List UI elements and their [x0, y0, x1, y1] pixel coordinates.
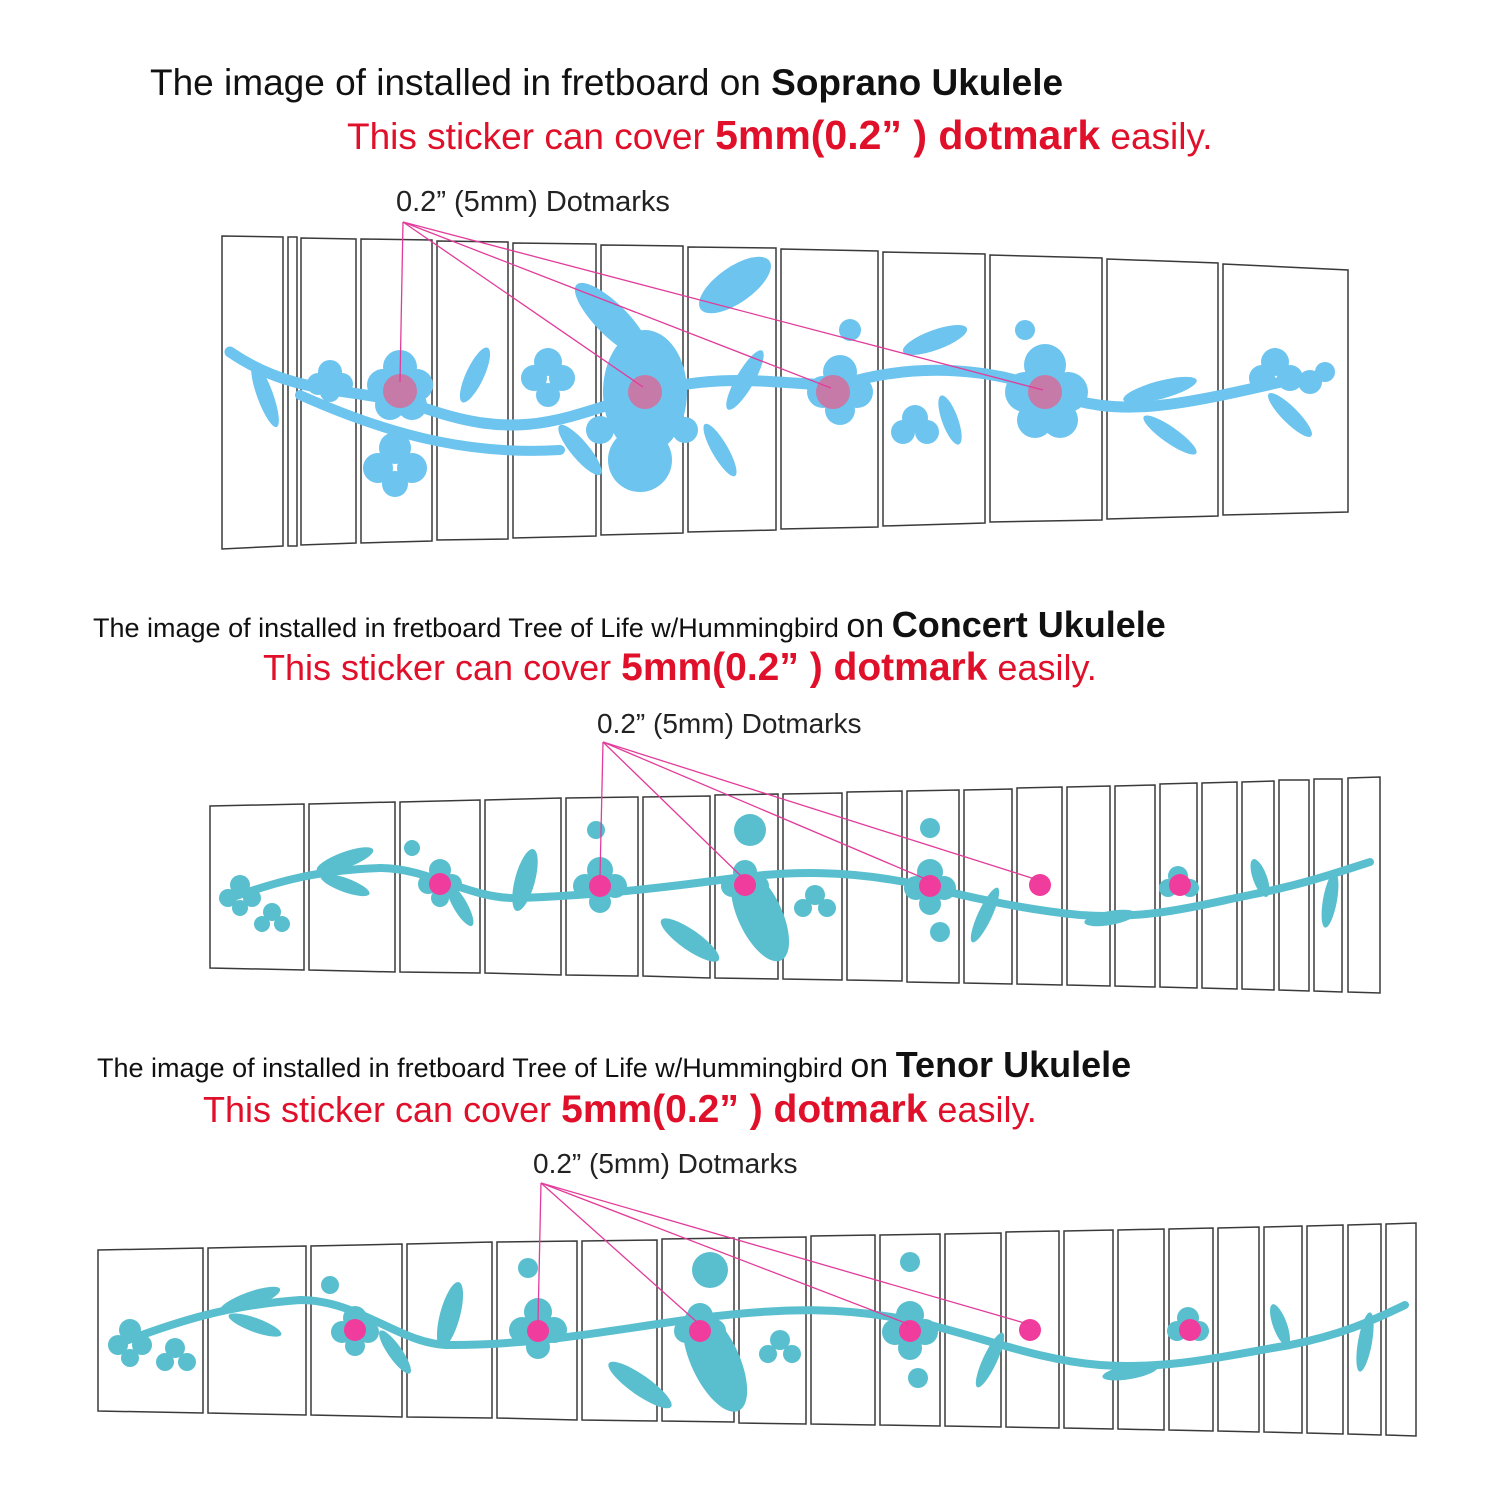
tenor-fretboard: [0, 1180, 1500, 1500]
soprano-title-prefix: The image of installed in fretboard on: [150, 62, 761, 103]
dotmark: [344, 1319, 366, 1341]
dotmark: [1029, 874, 1051, 896]
fret-cell: [1386, 1223, 1416, 1436]
dotmark: [899, 1320, 921, 1342]
fret-cell: [964, 789, 1012, 984]
concert-note-prefix: This sticker can cover: [263, 647, 612, 688]
tenor-fret-cells: [98, 1223, 1416, 1436]
concert-dotmark-callout: 0.2” (5mm) Dotmarks: [597, 708, 862, 739]
tenor-title: [97, 1044, 1131, 1086]
concert-note-bold: 5mm(0.2” ) dotmark: [621, 646, 988, 689]
fret-cell: [847, 791, 902, 981]
fret-cell: [1115, 785, 1155, 987]
dotmark: [919, 875, 941, 897]
fret-cell: [739, 1237, 806, 1424]
concert-title: [93, 604, 1166, 646]
dotmark: [734, 874, 756, 896]
dotmark: [816, 375, 850, 409]
dotmark: [1169, 874, 1191, 896]
tenor-title-prefix: The image of installed in fretboard Tree of Life w/Hummingbird: [97, 1053, 843, 1083]
fret-cell: [222, 236, 283, 549]
fret-cell: [1118, 1229, 1164, 1430]
fret-cell: [1202, 782, 1237, 989]
fret-cell: [883, 252, 985, 526]
tenor-dotmark-callout: 0.2” (5mm) Dotmarks: [533, 1148, 798, 1179]
concert-note-suffix: easily.: [997, 647, 1097, 688]
concert-title-model: Concert Ukulele: [891, 604, 1166, 645]
soprano-dotmark-callout: 0.2” (5mm) Dotmarks: [396, 186, 670, 218]
fret-cell: [1064, 1230, 1113, 1429]
concert-fretboard: [0, 700, 1500, 1020]
soprano-title-model: Soprano Ukulele: [771, 62, 1064, 103]
concert-fret-cells: [210, 777, 1380, 993]
soprano-fretboard: [0, 0, 1500, 600]
tenor-note-bold: 5mm(0.2” ) dotmark: [561, 1088, 928, 1131]
soprano-note-prefix: This sticker can cover: [347, 116, 705, 157]
soprano-note-bold: 5mm(0.2” ) dotmark: [715, 112, 1101, 158]
fret-cell: [1067, 786, 1110, 986]
soprano-note-suffix: easily.: [1110, 116, 1213, 157]
tenor-title-model: Tenor Ukulele: [895, 1044, 1132, 1085]
tenor-note: [203, 1088, 1037, 1132]
dotmark: [1179, 1319, 1201, 1341]
concert-note: [263, 646, 1097, 690]
fret-cell: [1218, 1227, 1259, 1432]
tenor-note-suffix: easily.: [937, 1089, 1037, 1130]
dotmark: [429, 873, 451, 895]
fret-cell: [288, 237, 297, 546]
concert-title-prefix: The image of installed in fretboard Tree of Life w/Hummingbird: [93, 613, 839, 643]
tenor-note-prefix: This sticker can cover: [203, 1089, 552, 1130]
dotmark: [689, 1320, 711, 1342]
dotmark: [527, 1320, 549, 1342]
dotmark: [589, 875, 611, 897]
dotmark: [1028, 375, 1062, 409]
tenor-title-on: on: [850, 1047, 889, 1085]
concert-title-on: on: [846, 607, 885, 645]
fret-cell: [1348, 777, 1380, 993]
